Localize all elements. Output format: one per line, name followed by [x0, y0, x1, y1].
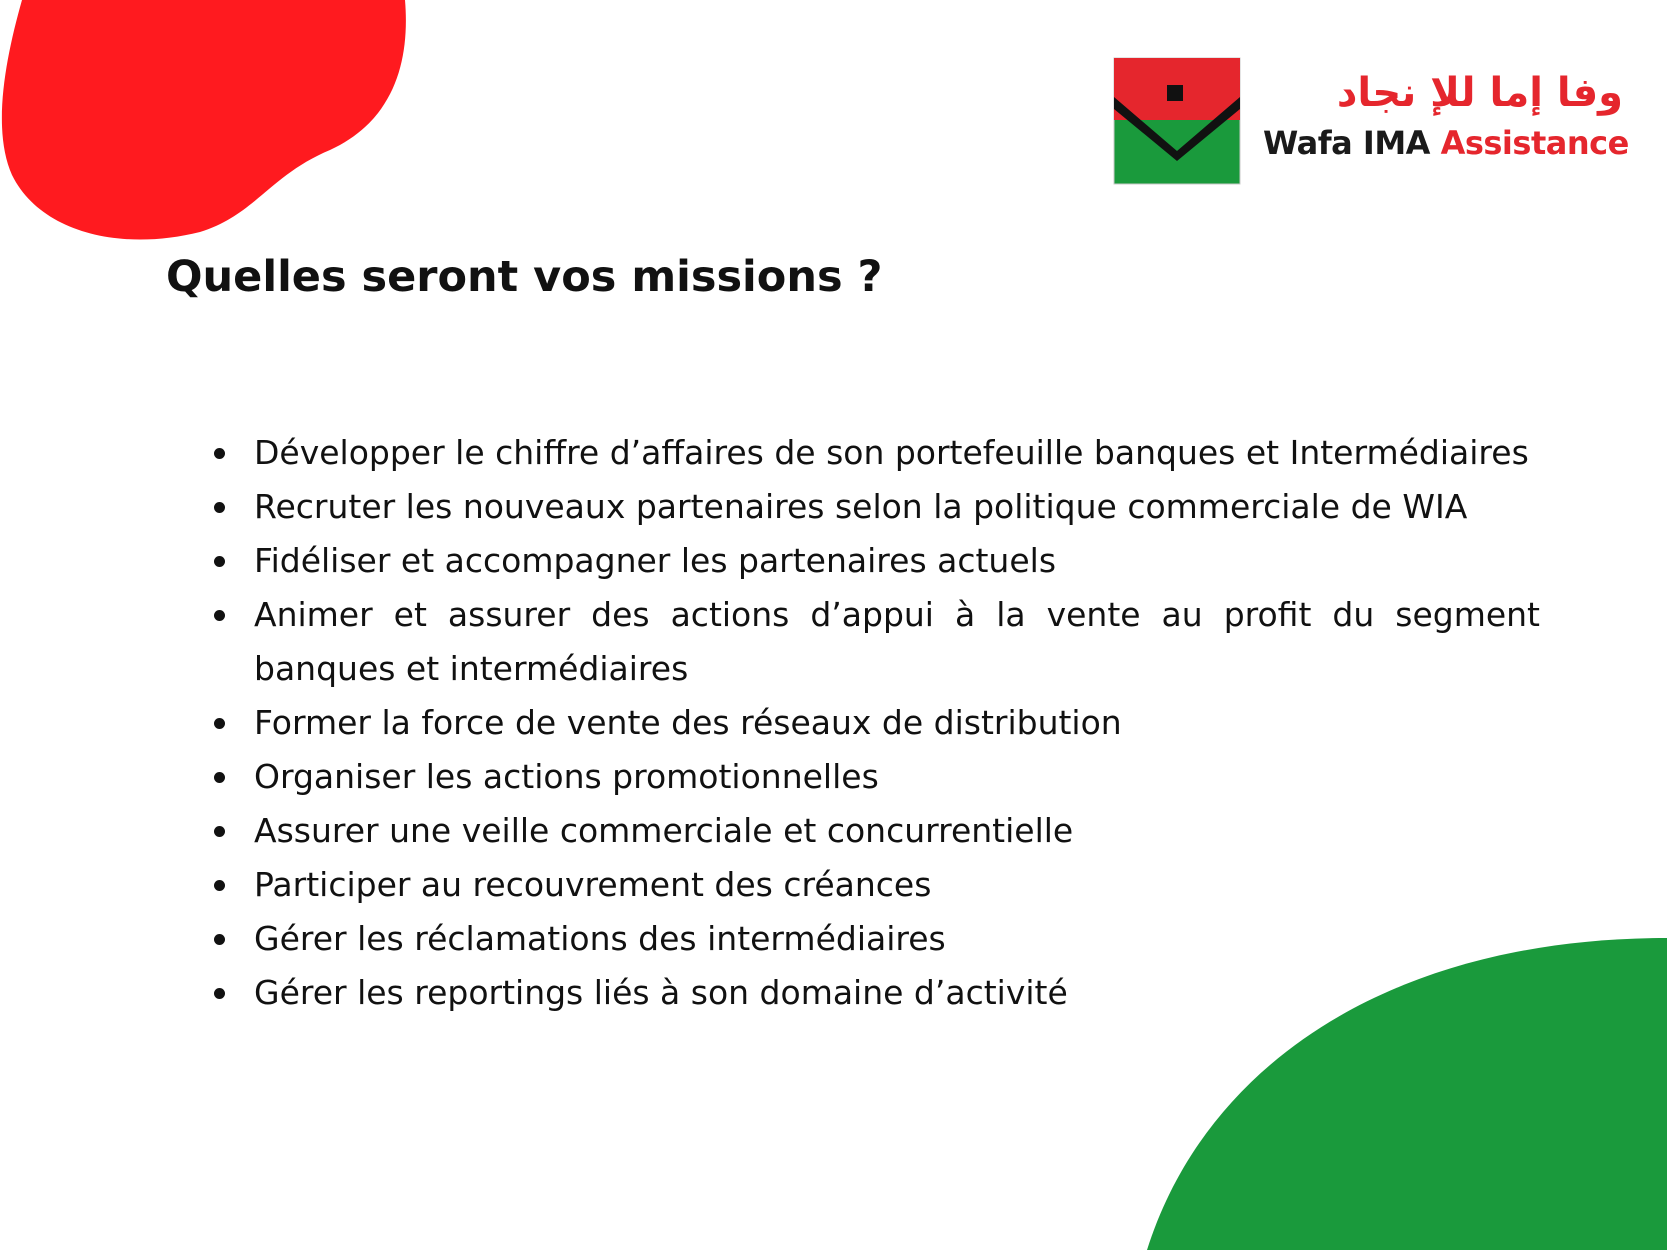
logo-brand-text: Wafa IMA: [1263, 124, 1430, 162]
mission-item: Gérer les réclamations des intermédiaires: [200, 912, 1540, 966]
red-decorative-blob: [0, 0, 420, 250]
logo-latin-text: [1263, 123, 1629, 163]
wafa-ima-logo: [1113, 57, 1633, 187]
mission-item: Animer et assurer des actions d’appui à la vente au profit du segment banques et intermédiaires: [200, 588, 1540, 696]
mission-item: Former la force de vente des réseaux de distribution: [200, 696, 1540, 750]
mission-item: Participer au recouvrement des créances: [200, 858, 1540, 912]
page-title: Quelles seront vos missions ?: [166, 252, 883, 302]
mission-item: Assurer une veille commerciale et concurrentielle: [200, 804, 1540, 858]
mission-item: Gérer les reportings liés à son domaine d’activité: [200, 966, 1540, 1020]
logo-arabic-text: وفا إما للإ نجاد: [1336, 70, 1623, 116]
mission-list: [200, 426, 1540, 1020]
mission-item: Fidéliser et accompagner les partenaires actuels: [200, 534, 1540, 588]
logo-emblem-icon: [1113, 57, 1241, 185]
mission-item: Recruter les nouveaux partenaires selon la politique commerciale de WIA: [200, 480, 1540, 534]
mission-item: Organiser les actions promotionnelles: [200, 750, 1540, 804]
logo-assistance-text: Assistance: [1440, 124, 1629, 162]
mission-item: Développer le chiffre d’affaires de son portefeuille banques et Intermédiaires: [200, 426, 1540, 480]
